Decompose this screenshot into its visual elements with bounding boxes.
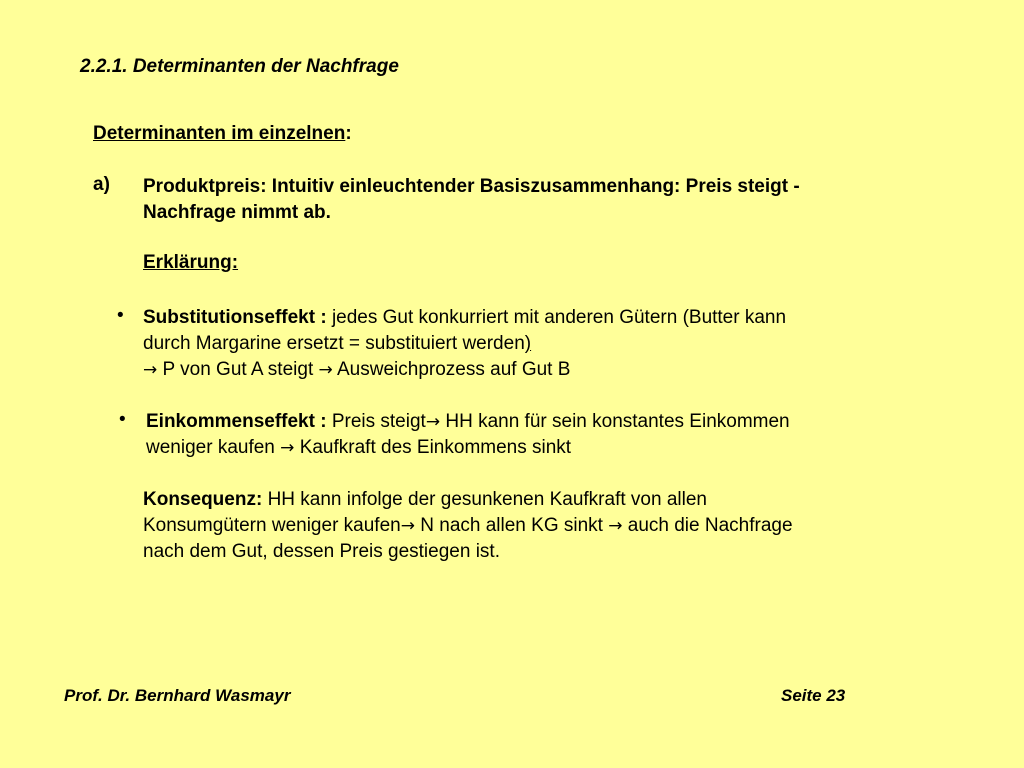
- arrow-icon: →: [318, 360, 333, 380]
- item-a-line2: Nachfrage nimmt ab.: [143, 202, 331, 223]
- footer-page-number: Seite 23: [781, 686, 846, 705]
- konsequenz-term: Konsequenz:: [143, 489, 263, 510]
- erklaerung-heading: Erklärung:: [143, 252, 239, 273]
- substitution-arrow-line2: Ausweichprozess auf Gut B: [337, 359, 571, 380]
- konsequenz-text5: nach dem Gut, dessen Preis gestiegen ist.: [143, 541, 500, 562]
- einkommen-term: Einkommenseffekt :: [146, 411, 327, 432]
- item-a-label: a): [93, 174, 110, 195]
- page-title: 2.2.1. Determinanten der Nachfrage: [80, 56, 399, 77]
- einkommen-text2: HH kann für sein konstantes Einkommen: [445, 411, 790, 432]
- subheading-text: Determinanten im einzelnen: [93, 123, 346, 144]
- einkommen-paragraph: [146, 409, 946, 461]
- arrow-icon: →: [400, 516, 415, 536]
- konsequenz-text3: N nach allen KG sinkt: [420, 515, 603, 536]
- konsequenz-text2: Konsumgütern weniger kaufen: [143, 515, 401, 536]
- einkommen-text3: weniger kaufen: [146, 437, 275, 458]
- arrow-icon: →: [425, 412, 441, 432]
- einkommen-text4: Kaufkraft des Einkommens sinkt: [299, 437, 572, 458]
- bullet-substitution: •: [117, 305, 124, 326]
- konsequenz-text4: auch die Nachfrage: [627, 515, 793, 536]
- arrow-icon: →: [143, 360, 158, 380]
- substitution-paren: ): [524, 333, 532, 354]
- subheading-colon: :: [345, 123, 352, 144]
- arrow-icon: →: [280, 438, 295, 458]
- substitution-text2: durch Margarine ersetzt = substituiert werden: [143, 333, 525, 354]
- bullet-einkommen: •: [119, 409, 126, 430]
- konsequenz-text1: HH kann infolge der gesunkenen Kaufkraft von allen: [267, 489, 707, 510]
- substitution-term: Substitutionseffekt :: [143, 307, 327, 328]
- footer-author: Prof. Dr. Bernhard Wasmayr: [64, 686, 291, 705]
- item-a-line1: Produktpreis: Intuitiv einleuchtender Basiszusammenhang: Preis steigt -: [143, 176, 800, 197]
- item-a-text: [143, 174, 943, 226]
- substitution-arrow-line: P von Gut A steigt: [162, 359, 314, 380]
- einkommen-text1: Preis steigt: [331, 411, 426, 432]
- substitution-text: jedes Gut konkurriert mit anderen Gütern (Butter kann: [331, 307, 787, 328]
- konsequenz-paragraph: [143, 487, 943, 565]
- section-subheading: [93, 123, 352, 145]
- substitution-paragraph: [143, 305, 933, 383]
- arrow-icon: →: [608, 516, 623, 536]
